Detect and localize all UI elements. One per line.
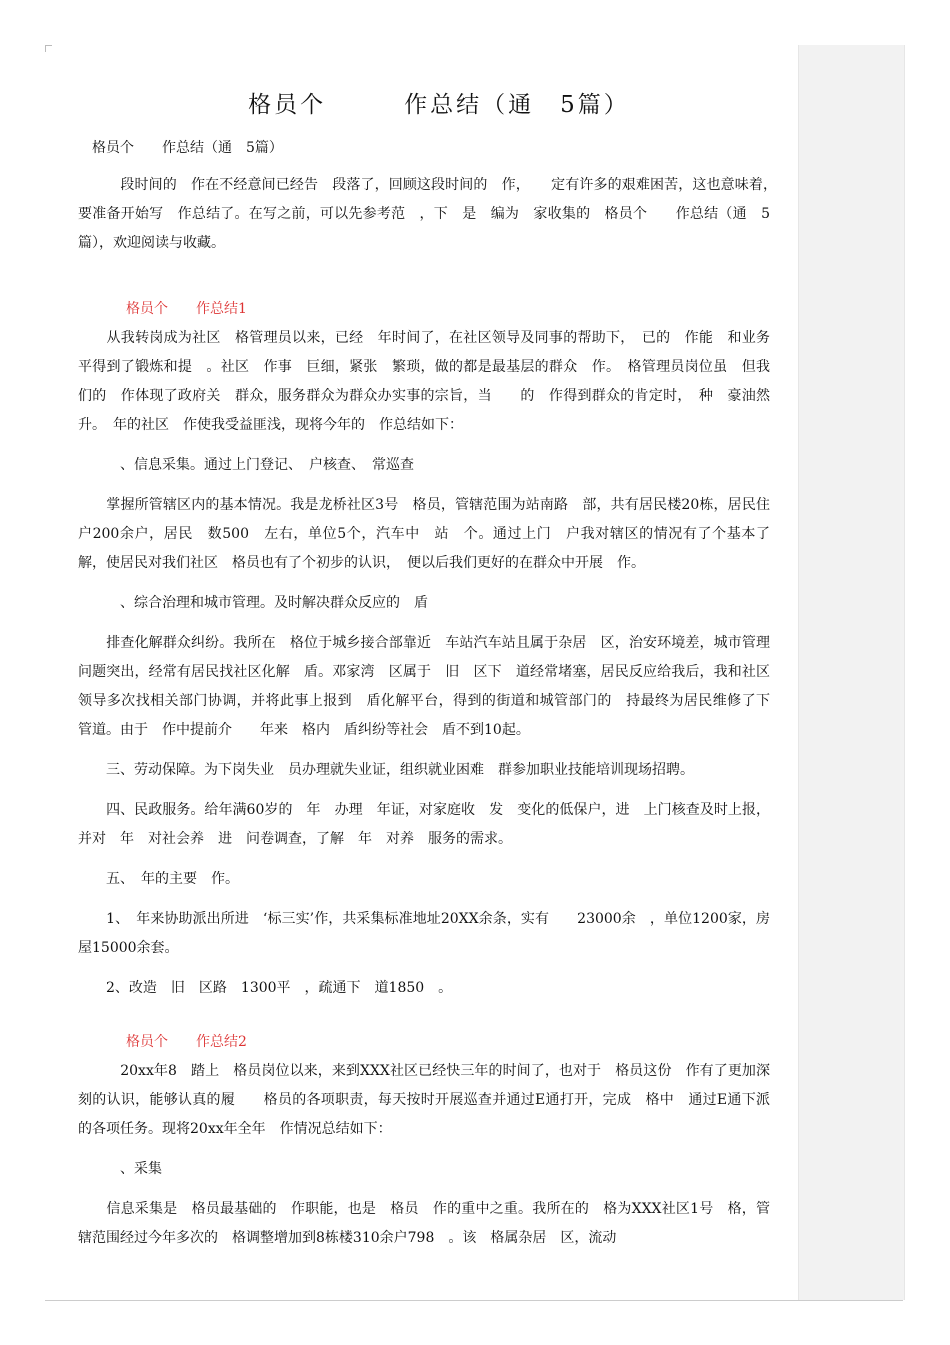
document-title: 格员个 作总结（通 5篇） bbox=[248, 92, 630, 118]
paragraph: 、采集 bbox=[78, 1161, 162, 1177]
intro-paragraph: 段时间的 作在不经意间已经告 段落了，回顾这段时间的 作， 定有许多的艰难困苦，这也意味着， 要准备开始写 作总结了。在写之前，可以先参考范 ，下 是 编为 家收集的 格员个 作总结（通 5篇），欢迎阅读与收藏。 bbox=[78, 177, 784, 251]
paragraph: 20xx年8 踏上 格员岗位以来，来到XXX社区已经快三年的时间了，也对于 格员这份 作有了更加深刻的认识，能够认真的履 格员的各项职责，每天按时开展巡查并通过E通打开，完成 格中 通过E通下派的各项任务。现将20xx年全年 作情况总结如下： bbox=[78, 1063, 770, 1137]
document-body bbox=[78, 86, 784, 1264]
paragraph: 信息采集是 格员最基础的 作职能，也是 格员 作的重中之重。我所在的 格为XXX社区1号 格，管辖范围经过今年多次的 格调整增加到8栋楼310余户798 。该 格属杂居 区，流动 bbox=[78, 1201, 770, 1246]
section-title-2: 格员个 作总结2 bbox=[126, 1034, 247, 1050]
paragraph: 1、 年来协助派出所进 ‘标三实’作，共采集标准地址20XX余条，实有 23000余 ，单位1200家，房屋15000余套。 bbox=[78, 911, 770, 956]
document-subtitle: 格员个 作总结（通 5篇） bbox=[92, 140, 283, 156]
side-panel bbox=[798, 45, 905, 1300]
paragraph: 从我转岗成为社区 格管理员以来，已经 年时间了，在社区领导及同事的帮助下， 已的 作能 和业务 平得到了锻炼和提 。社区 作事 巨细，紧张 繁琐，做的都是最基层的群众 作。 格管理员岗位虽 但我们的 作体现了政府关 群众，服务群众为群众办实事的宗旨，当 的 作得到群众的肯定时， 种 豪油然 升。 年的社区 作使我受益匪浅，现将今年的 作总结如下： bbox=[78, 330, 784, 433]
paragraph: 排查化解群众纠纷。我所在 格位于城乡接合部靠近 车站汽车站且属于杂居 区，治安环境差，城市管理问题突出，经常有居民找社区化解 盾。邓家湾 区属于 旧 区下 道经常堵塞，居民反应给我后，我和社区领导多次找相关部门协调，并将此事上报到 盾化解平台，得到的街道和城管部门的 持最终为居民维修了下 管道。由于 作中提前介 年来 格内 盾纠纷等社会 盾不到10起。 bbox=[78, 635, 784, 738]
paragraph: 掌握所管辖区内的基本情况。我是龙桥社区3号 格员，管辖范围为站南路 部，共有居民楼20栋，居民住户200余户，居民 数500 左右，单位5个，汽车中 站 个。通过上门 户我对辖区的情况有了个基本了解，使居民对我们社区 格员也有了个初步的认识， 便以后我们更好的在群众中开展 作。 bbox=[78, 497, 770, 571]
paragraph: 2、改造 旧 区路 1300平 ，疏通下 道1850 。 bbox=[78, 980, 453, 996]
paragraph: 、信息采集。通过上门登记、 户核查、 常巡查 bbox=[78, 457, 414, 473]
section-title-1: 格员个 作总结1 bbox=[126, 301, 247, 317]
paragraph: 五、 年的主要 作。 bbox=[78, 871, 239, 887]
paragraph: 四、民政服务。给年满60岁的 年 办理 年证，对家庭收 发 变化的低保户，进 上门核查及时上报，并对 年 对社会养 进 问卷调查，了解 年 对养 服务的需求。 bbox=[78, 802, 770, 847]
page-bottom-edge bbox=[45, 1300, 903, 1301]
paragraph: 、综合治理和城市管理。及时解决群众反应的 盾 bbox=[78, 595, 428, 611]
paragraph: 三、劳动保障。为下岗失业 员办理就失业证，组织就业困难 群参加职业技能培训现场招聘。 bbox=[78, 762, 694, 778]
crop-mark bbox=[45, 45, 52, 52]
